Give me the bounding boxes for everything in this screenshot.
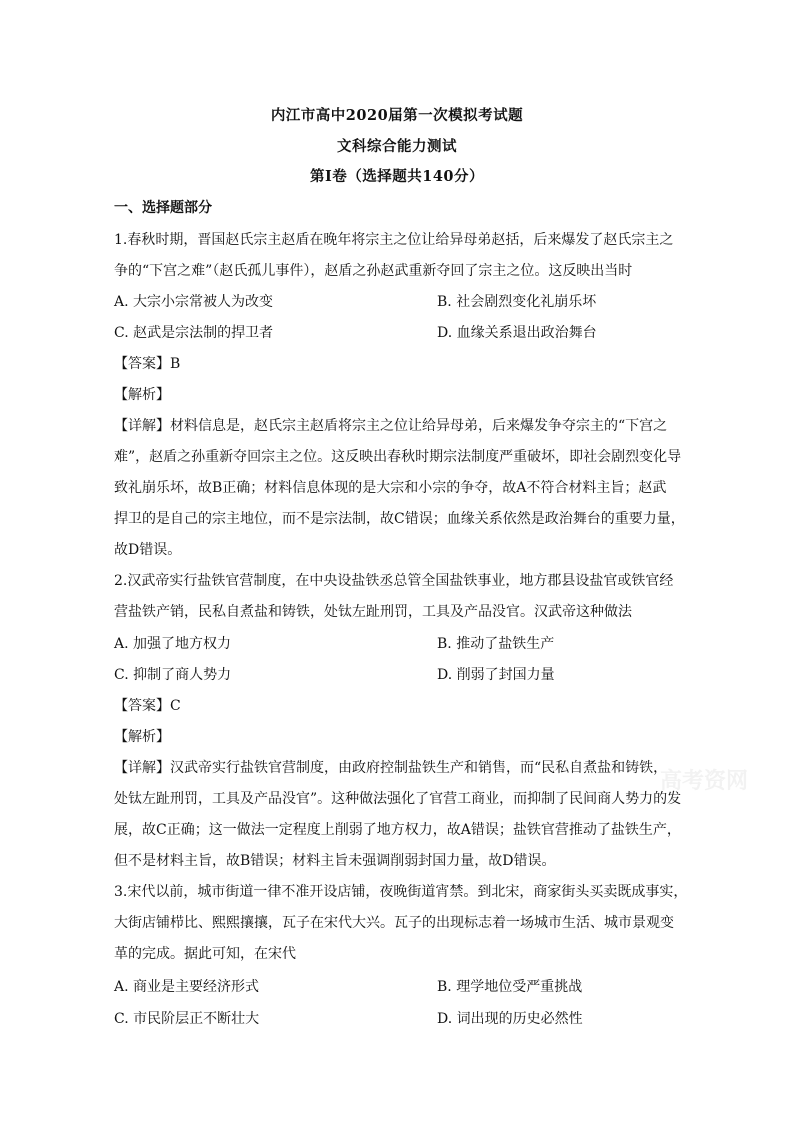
question-3-stem-line-1: 3.宋代以前，城市街道一律不准开设店铺，夜晚街道宵禁。到北宋，商家街头买卖既成事实， xyxy=(114,884,688,900)
question-1-answer: 【答案】B xyxy=(114,356,181,372)
question-2-stem-line-1: 2.汉武帝实行盐铁官营制度，在中央设盐铁丞总管全国盐铁事业，地方郡县设盐官或铁官经 xyxy=(114,573,674,589)
question-2-answer: 【答案】C xyxy=(114,698,181,714)
question-1-detail-line-5: 故D错误。 xyxy=(114,542,182,558)
question-2-detail-line-4: 但不是材料主旨，故B错误；材料主旨未强调削弱封国力量，故D错误。 xyxy=(114,853,556,869)
question-2-option-d: D. 削弱了封国力量 xyxy=(437,667,555,683)
question-1-stem-line-1: 1.春秋时期，晋国赵氏宗主赵盾在晚年将宗主之位让给异母弟赵括，后来爆发了赵氏宗主之 xyxy=(114,232,674,248)
question-2-analysis-label: 【解析】 xyxy=(114,729,170,745)
question-1-analysis-label: 【解析】 xyxy=(114,387,170,403)
question-2-detail-line-2: 处钛左趾刑罚，工具及产品没官”。这种做法强化了官营工商业，而抑制了民间商人势力的发 xyxy=(114,791,682,807)
question-3-option-b: B. 理学地位受严重挑战 xyxy=(437,979,583,995)
exam-title: 内江市高中2020届第一次模拟考试题 xyxy=(270,107,524,124)
question-1-option-a: A. 大宗小宗常被人为改变 xyxy=(114,294,274,310)
question-2-detail-line-1: 【详解】汉武帝实行盐铁官营制度，由政府控制盐铁生产和销售，而“民私自煮盐和铸铁， xyxy=(114,760,668,776)
question-2-stem-line-2: 营盐铁产销，民私自煮盐和铸铁，处钛左趾刑罚，工具及产品没官。汉武帝这种做法 xyxy=(114,604,632,620)
question-3-option-d: D. 词出现的历史必然性 xyxy=(437,1011,583,1027)
question-1-detail-line-4: 捍卫的是自己的宗主地位，而不是宗法制，故C错误；血缘关系依然是政治舞台的重要力量， xyxy=(114,511,685,527)
question-1-option-b: B. 社会剧烈变化礼崩乐坏 xyxy=(437,294,597,310)
question-3-option-a: A. 商业是主要经济形式 xyxy=(114,979,260,995)
question-3-option-c: C. 市民阶层正不断壮大 xyxy=(114,1011,260,1027)
question-3-stem-line-3: 革的完成。据此可知，在宋代 xyxy=(114,946,296,962)
question-1-option-d: D. 血缘关系退出政治舞台 xyxy=(437,325,597,341)
question-1-stem-line-2: 争的“下宫之难”（赵氏孤儿事件），赵盾之孙赵武重新夺回了宗主之位。这反映出当时 xyxy=(114,263,633,279)
question-1-detail-line-2: 难”，赵盾之孙重新夺回宗主之位。这反映出春秋时期宗法制度严重破坏，即社会剧烈变化导 xyxy=(114,449,682,465)
question-2-option-a: A. 加强了地方权力 xyxy=(114,636,232,652)
section-heading: 一、选择题部分 xyxy=(114,200,212,216)
question-2-option-c: C. 抑制了商人势力 xyxy=(114,667,232,683)
question-1-detail-line-3: 致礼崩乐坏，故B正确；材料信息体现的是大宗和小宗的争夺，故A不符合材料主旨；赵武 xyxy=(114,480,667,496)
exam-subtitle: 文科综合能力测试 xyxy=(337,138,457,155)
question-1-detail-line-1: 【详解】材料信息是，赵氏宗主赵盾将宗主之位让给异母弟，后来爆发争夺宗主的“下宫之 xyxy=(114,418,668,434)
question-1-option-c: C. 赵武是宗法制的捍卫者 xyxy=(114,325,274,341)
question-2-detail-line-3: 展，故C正确；这一做法一定程度上削弱了地方权力，故A错误；盐铁官营推动了盐铁生产， xyxy=(114,822,681,838)
question-3-stem-line-2: 大街店铺栉比、熙熙攘攘，瓦子在宋代大兴。瓦子的出现标志着一场城市生活、城市景观变 xyxy=(114,915,674,931)
question-2-option-b: B. 推动了盐铁生产 xyxy=(437,636,555,652)
part-title: 第I卷（选择题共140分） xyxy=(309,168,485,185)
watermark: 高考资网 xyxy=(660,768,749,794)
